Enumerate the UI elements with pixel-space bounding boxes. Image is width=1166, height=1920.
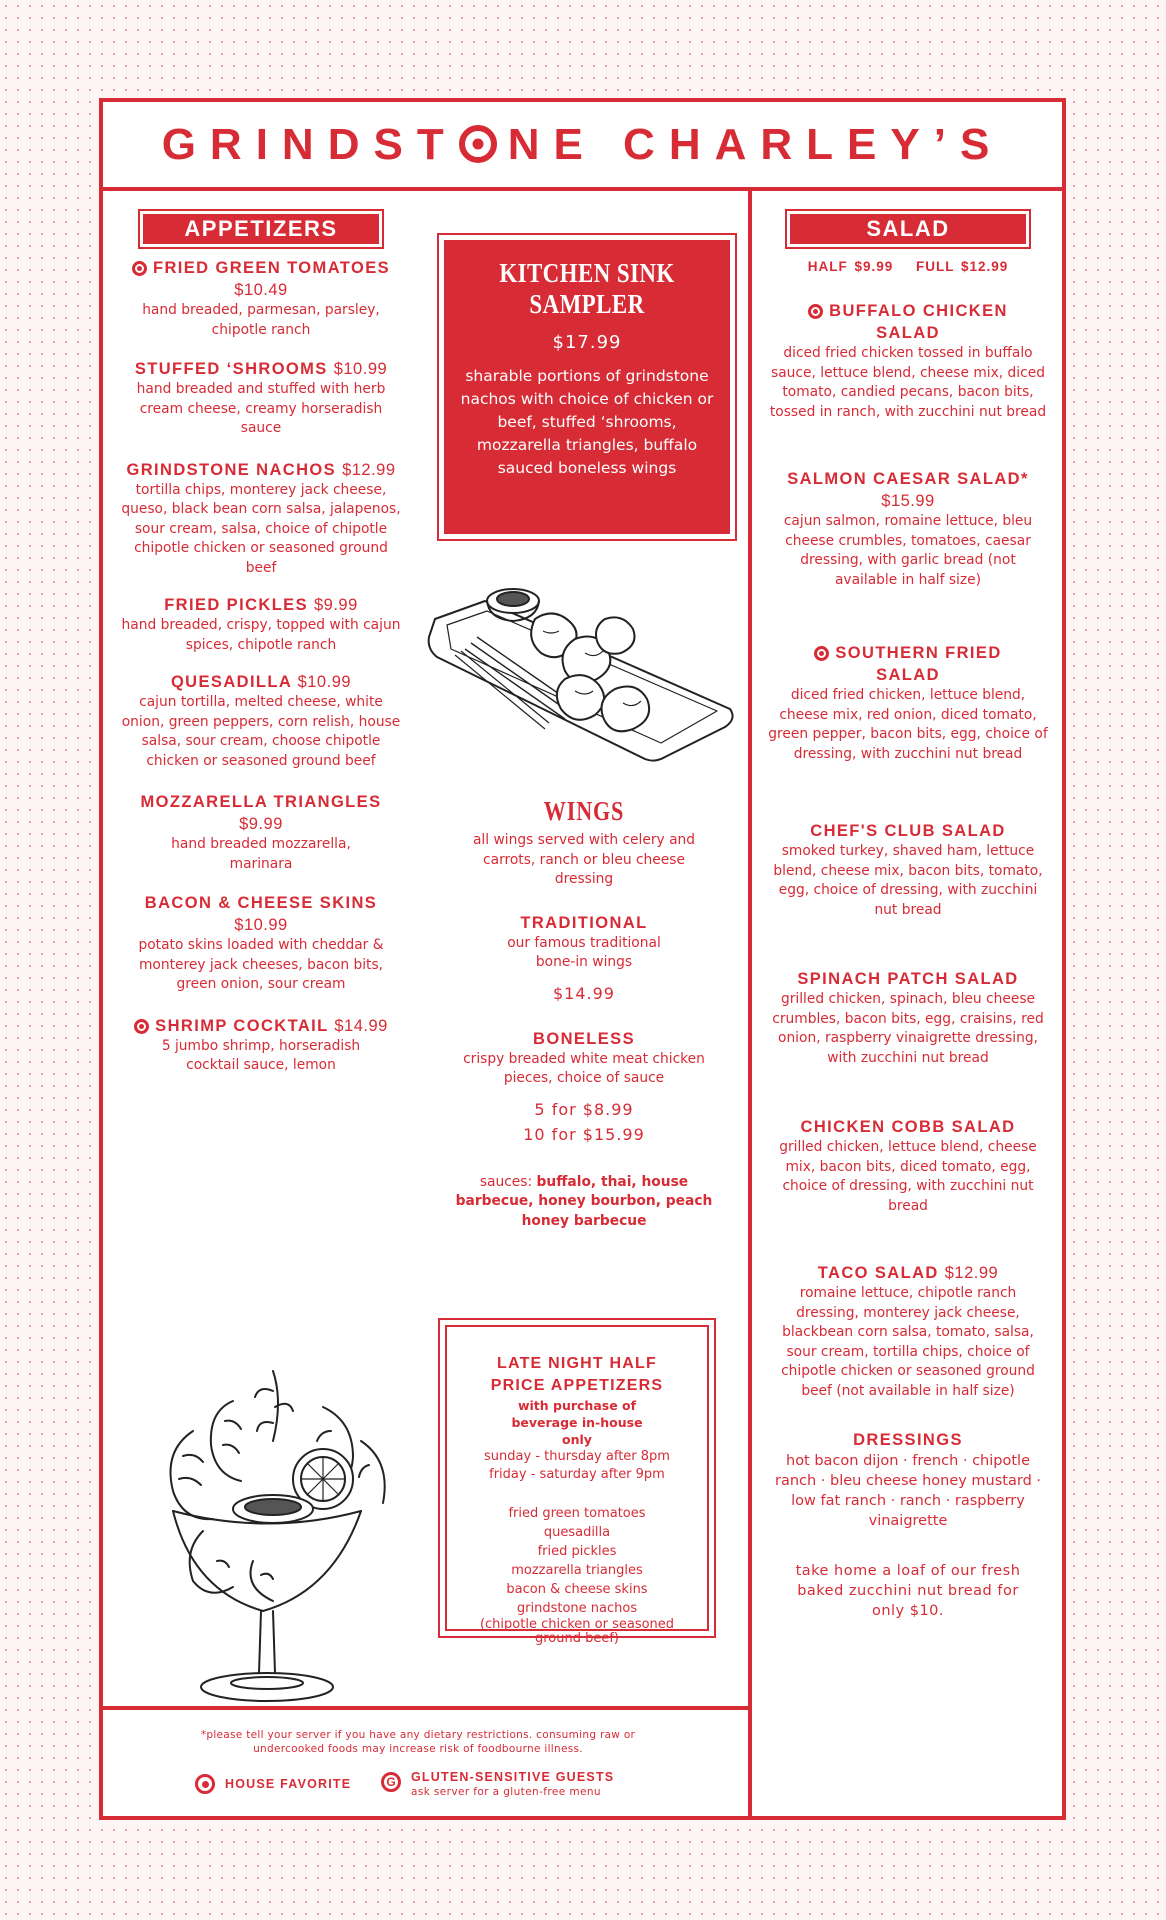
house-favorite-icon bbox=[195, 1774, 215, 1794]
appetizer-desc: cajun tortilla, melted cheese, white onion, green peppers, corn relish, house salsa, sour cream, choose chipotle chicken or seasoned ground beef bbox=[121, 694, 401, 769]
house-favorite-icon bbox=[134, 1019, 149, 1034]
salad-column bbox=[748, 191, 1062, 1816]
appetizer-price: $12.99 bbox=[342, 460, 396, 479]
traditional-wings bbox=[423, 912, 745, 1006]
appetizer-title bbox=[121, 459, 401, 481]
traditional-title: TRADITIONAL bbox=[520, 913, 648, 932]
late-night-hours-1: sunday - thursday after 8pm bbox=[484, 1449, 670, 1464]
brand-logo bbox=[162, 120, 1004, 170]
house-favorite-icon bbox=[814, 646, 829, 661]
appetizer-item bbox=[121, 459, 401, 579]
appetizer-desc: hand breaded mozzarella, marinara bbox=[171, 836, 351, 872]
sauces-list: buffalo, thai, house barbecue, honey bourbon, peach honey barbecue bbox=[455, 1173, 713, 1229]
salad-desc: diced fried chicken, lettuce blend, cheese mix, red onion, diced tomato, green pepper, bacon bits, egg, choice of dressing, with zucchini nut bread bbox=[768, 687, 1048, 762]
house-favorite-legend bbox=[195, 1774, 351, 1794]
sampler-title: KITCHEN SINK SAMPLER bbox=[499, 258, 675, 319]
salad-price: $15.99 bbox=[881, 492, 935, 510]
appetizer-name: QUESADILLA bbox=[170, 673, 292, 691]
salad-desc: smoked turkey, shaved ham, lettuce blend, cheese mix, bacon bits, tomato, egg, choice of dressing, with zucchini nut bread bbox=[773, 843, 1043, 918]
boneless-wings bbox=[423, 1028, 745, 1147]
salad-item bbox=[768, 300, 1048, 422]
late-night-item: grindstone nachos bbox=[516, 1601, 638, 1616]
salad-title bbox=[768, 642, 1048, 686]
brand-suffix: NE CHARLEY’S bbox=[507, 119, 1004, 169]
appetizers-column bbox=[121, 209, 401, 1076]
appetizer-item bbox=[121, 671, 401, 771]
appetizers-heading: APPETIZERS bbox=[138, 209, 384, 249]
salad-size-prices bbox=[768, 259, 1048, 274]
appetizer-name: FRIED GREEN TOMATOES bbox=[152, 259, 391, 277]
gluten-sensitive-legend bbox=[381, 1770, 614, 1798]
salad-item bbox=[768, 820, 1048, 920]
sampler-price: $17.99 bbox=[552, 332, 622, 353]
late-night-title: LATE NIGHT HALF PRICE APPETIZERS bbox=[490, 1355, 664, 1394]
salad-title bbox=[768, 820, 1048, 842]
salad-item bbox=[768, 1262, 1048, 1401]
house-favorite-label: HOUSE FAVORITE bbox=[225, 1777, 352, 1791]
salad-title bbox=[768, 300, 1048, 344]
dressings-list: hot bacon dijon · french · chipotle ranch · bleu cheese honey mustard · low fat ranch · ranch · raspberry vinaigrette bbox=[775, 1453, 1041, 1529]
appetizer-price: $10.49 bbox=[234, 281, 288, 299]
traditional-price: $14.99 bbox=[553, 983, 615, 1003]
gluten-sensitive-sub: ask server for a gluten-free menu bbox=[411, 1786, 601, 1798]
salad-item bbox=[768, 468, 1048, 590]
late-night-item: fried green tomatoes bbox=[508, 1506, 646, 1521]
wings-title: WINGS bbox=[543, 796, 625, 826]
appetizer-title bbox=[121, 257, 401, 301]
appetizer-item bbox=[121, 791, 401, 874]
late-night-item: bacon & cheese skins bbox=[506, 1582, 648, 1597]
salad-item bbox=[768, 642, 1048, 764]
appetizer-price: $14.99 bbox=[334, 1016, 388, 1035]
left-area bbox=[103, 191, 748, 1716]
salad-desc: diced fried chicken tossed in buffalo sauce, lettuce blend, cheese mix, diced tomato, candied pecans, bacon bits, tossed in ranch, with zucchini nut bread bbox=[769, 345, 1047, 420]
traditional-desc: our famous traditional bone-in wings bbox=[507, 934, 661, 970]
salad-half-price: HALF $9.99 bbox=[807, 259, 894, 274]
appetizer-name: MOZZARELLA TRIANGLES bbox=[140, 793, 382, 811]
shrimp-cocktail-illustration bbox=[133, 1361, 403, 1723]
wing-sauces bbox=[423, 1173, 745, 1232]
appetizer-title bbox=[121, 1015, 401, 1037]
sauces-label: sauces: bbox=[479, 1173, 533, 1190]
salad-name: BUFFALO CHICKEN SALAD bbox=[829, 302, 1008, 342]
dressings-title: DRESSINGS bbox=[853, 1431, 963, 1449]
menu-footer bbox=[103, 1706, 748, 1816]
late-night-item: quesadilla bbox=[543, 1525, 611, 1540]
appetizer-item bbox=[121, 257, 401, 340]
take-home-note: take home a loaf of our fresh baked zucchini nut bread for only $10. bbox=[795, 1563, 1021, 1619]
appetizer-list bbox=[121, 257, 401, 1076]
appetizer-name: STUFFED ‘SHROOMS bbox=[134, 360, 328, 378]
appetizer-item bbox=[121, 1015, 401, 1076]
appetizer-desc: hand breaded and stuffed with herb cream cheese, creamy horseradish sauce bbox=[136, 381, 386, 436]
appetizer-title bbox=[121, 892, 401, 936]
salad-desc: grilled chicken, spinach, bleu cheese crumbles, bacon bits, egg, craisins, red onion, raspberry vinaigrette dressing, with zucchini nut bread bbox=[772, 991, 1044, 1066]
appetizer-desc: tortilla chips, monterey jack cheese, queso, black bean corn salsa, jalapenos, sour cream, salsa, choice of chipotle chipotle chicken or seasoned ground beef bbox=[121, 481, 401, 576]
late-night-items bbox=[447, 1504, 707, 1646]
appetizer-name: BACON & CHEESE SKINS bbox=[144, 894, 378, 912]
salad-desc: grilled chicken, lettuce blend, cheese mix, bacon bits, diced tomato, egg, choice of dressing, with zucchini nut bread bbox=[779, 1139, 1037, 1214]
salad-item bbox=[768, 968, 1048, 1068]
boneless-price-5: 5 for $8.99 bbox=[534, 1099, 634, 1119]
appetizer-price: $9.99 bbox=[313, 596, 358, 614]
kitchen-sink-sampler-box bbox=[437, 233, 737, 541]
appetizer-title bbox=[121, 358, 401, 380]
wings-section bbox=[423, 796, 745, 1231]
salad-title bbox=[768, 1116, 1048, 1138]
appetizer-price: $10.99 bbox=[333, 360, 388, 378]
appetizer-title bbox=[121, 671, 401, 693]
late-night-hours-2: friday - saturday after 9pm bbox=[489, 1467, 665, 1482]
boneless-desc: crispy breaded white meat chicken pieces, choice of sauce bbox=[463, 1050, 705, 1086]
gluten-sensitive-icon: G bbox=[381, 1772, 401, 1792]
appetizer-name: GRINDSTONE NACHOS bbox=[126, 460, 337, 479]
appetizer-desc: hand breaded, parmesan, parsley, chipotle ranch bbox=[142, 302, 380, 338]
salad-name: TACO SALAD bbox=[817, 1264, 939, 1282]
late-night-item-note: (chipotle chicken or seasoned ground beef) bbox=[479, 1617, 675, 1646]
menu-card bbox=[99, 98, 1066, 1820]
salad-list bbox=[768, 300, 1048, 1401]
appetizer-desc: potato skins loaded with cheddar & monterey jack cheeses, bacon bits, green onion, sour cream bbox=[138, 937, 384, 992]
late-night-box bbox=[438, 1318, 716, 1646]
salad-title bbox=[768, 1262, 1048, 1284]
salad-full-price: FULL $12.99 bbox=[916, 259, 1009, 274]
dietary-note: *please tell your server if you have any dietary restrictions. consuming raw or undercooked foods may increase risk of foodbourne illness. bbox=[200, 1729, 636, 1755]
salad-item bbox=[768, 1116, 1048, 1216]
appetizer-name: SHRIMP COCKTAIL bbox=[155, 1016, 329, 1035]
target-o-icon bbox=[458, 124, 498, 164]
salad-name: SPINACH PATCH SALAD bbox=[797, 970, 1019, 988]
brand-prefix: GRINDST bbox=[161, 119, 458, 169]
salad-desc: cajun salmon, romaine lettuce, bleu cheese crumbles, tomatoes, caesar dressing, with garlic bread (not available in half size) bbox=[783, 513, 1033, 588]
appetizer-desc: hand breaded, crispy, topped with cajun spices, chipotle ranch bbox=[121, 617, 401, 653]
appetizer-price: $10.99 bbox=[234, 916, 288, 934]
house-favorite-icon bbox=[132, 261, 147, 276]
appetizer-item bbox=[121, 892, 401, 995]
center-column bbox=[423, 191, 745, 1716]
late-night-item: fried pickles bbox=[537, 1544, 617, 1559]
salad-name: SALMON CAESAR SALAD* bbox=[787, 470, 1029, 488]
appetizer-item bbox=[121, 594, 401, 655]
appetizer-desc: 5 jumbo shrimp, horseradish cocktail sauce, lemon bbox=[161, 1037, 361, 1073]
appetizer-price: $10.99 bbox=[297, 673, 352, 691]
salad-title bbox=[768, 468, 1048, 512]
late-night-sub: with purchase of beverage in-house only bbox=[511, 1398, 643, 1447]
salad-name: SOUTHERN FRIED SALAD bbox=[835, 644, 1002, 684]
sampler-desc: sharable portions of grindstone nachos with choice of chicken or beef, stuffed ‘shrooms, mozzarella triangles, buffalo sauced boneless wings bbox=[460, 367, 714, 477]
salad-heading: SALAD bbox=[785, 209, 1031, 249]
appetizer-name: FRIED PICKLES bbox=[164, 596, 308, 614]
wings-desc: all wings served with celery and carrots, ranch or bleu cheese dressing bbox=[472, 832, 696, 887]
salad-desc: romaine lettuce, chipotle ranch dressing, monterey jack cheese, blackbean corn salsa, tomato, salsa, sour cream, tortilla chips, choice of chipotle chicken or seasoned ground beef (not available in half size) bbox=[781, 1285, 1035, 1399]
gluten-sensitive-title: GLUTEN-SENSITIVE GUESTS bbox=[411, 1770, 615, 1784]
late-night-item: mozzarella triangles bbox=[511, 1563, 643, 1578]
boneless-price-10: 10 for $15.99 bbox=[523, 1124, 645, 1144]
salad-name: CHICKEN COBB SALAD bbox=[800, 1118, 1016, 1136]
appetizer-title bbox=[121, 791, 401, 835]
salad-name: CHEF'S CLUB SALAD bbox=[810, 822, 1006, 840]
appetizer-price: $9.99 bbox=[239, 815, 283, 833]
dressings-section bbox=[768, 1429, 1048, 1531]
appetizer-title bbox=[121, 594, 401, 616]
appetizer-item bbox=[121, 358, 401, 439]
wings-platter-illustration bbox=[425, 579, 741, 779]
house-favorite-icon bbox=[808, 304, 823, 319]
boneless-title: BONELESS bbox=[533, 1029, 635, 1048]
salad-price: $12.99 bbox=[944, 1264, 999, 1282]
menu-header bbox=[103, 102, 1062, 191]
salad-title bbox=[768, 968, 1048, 990]
